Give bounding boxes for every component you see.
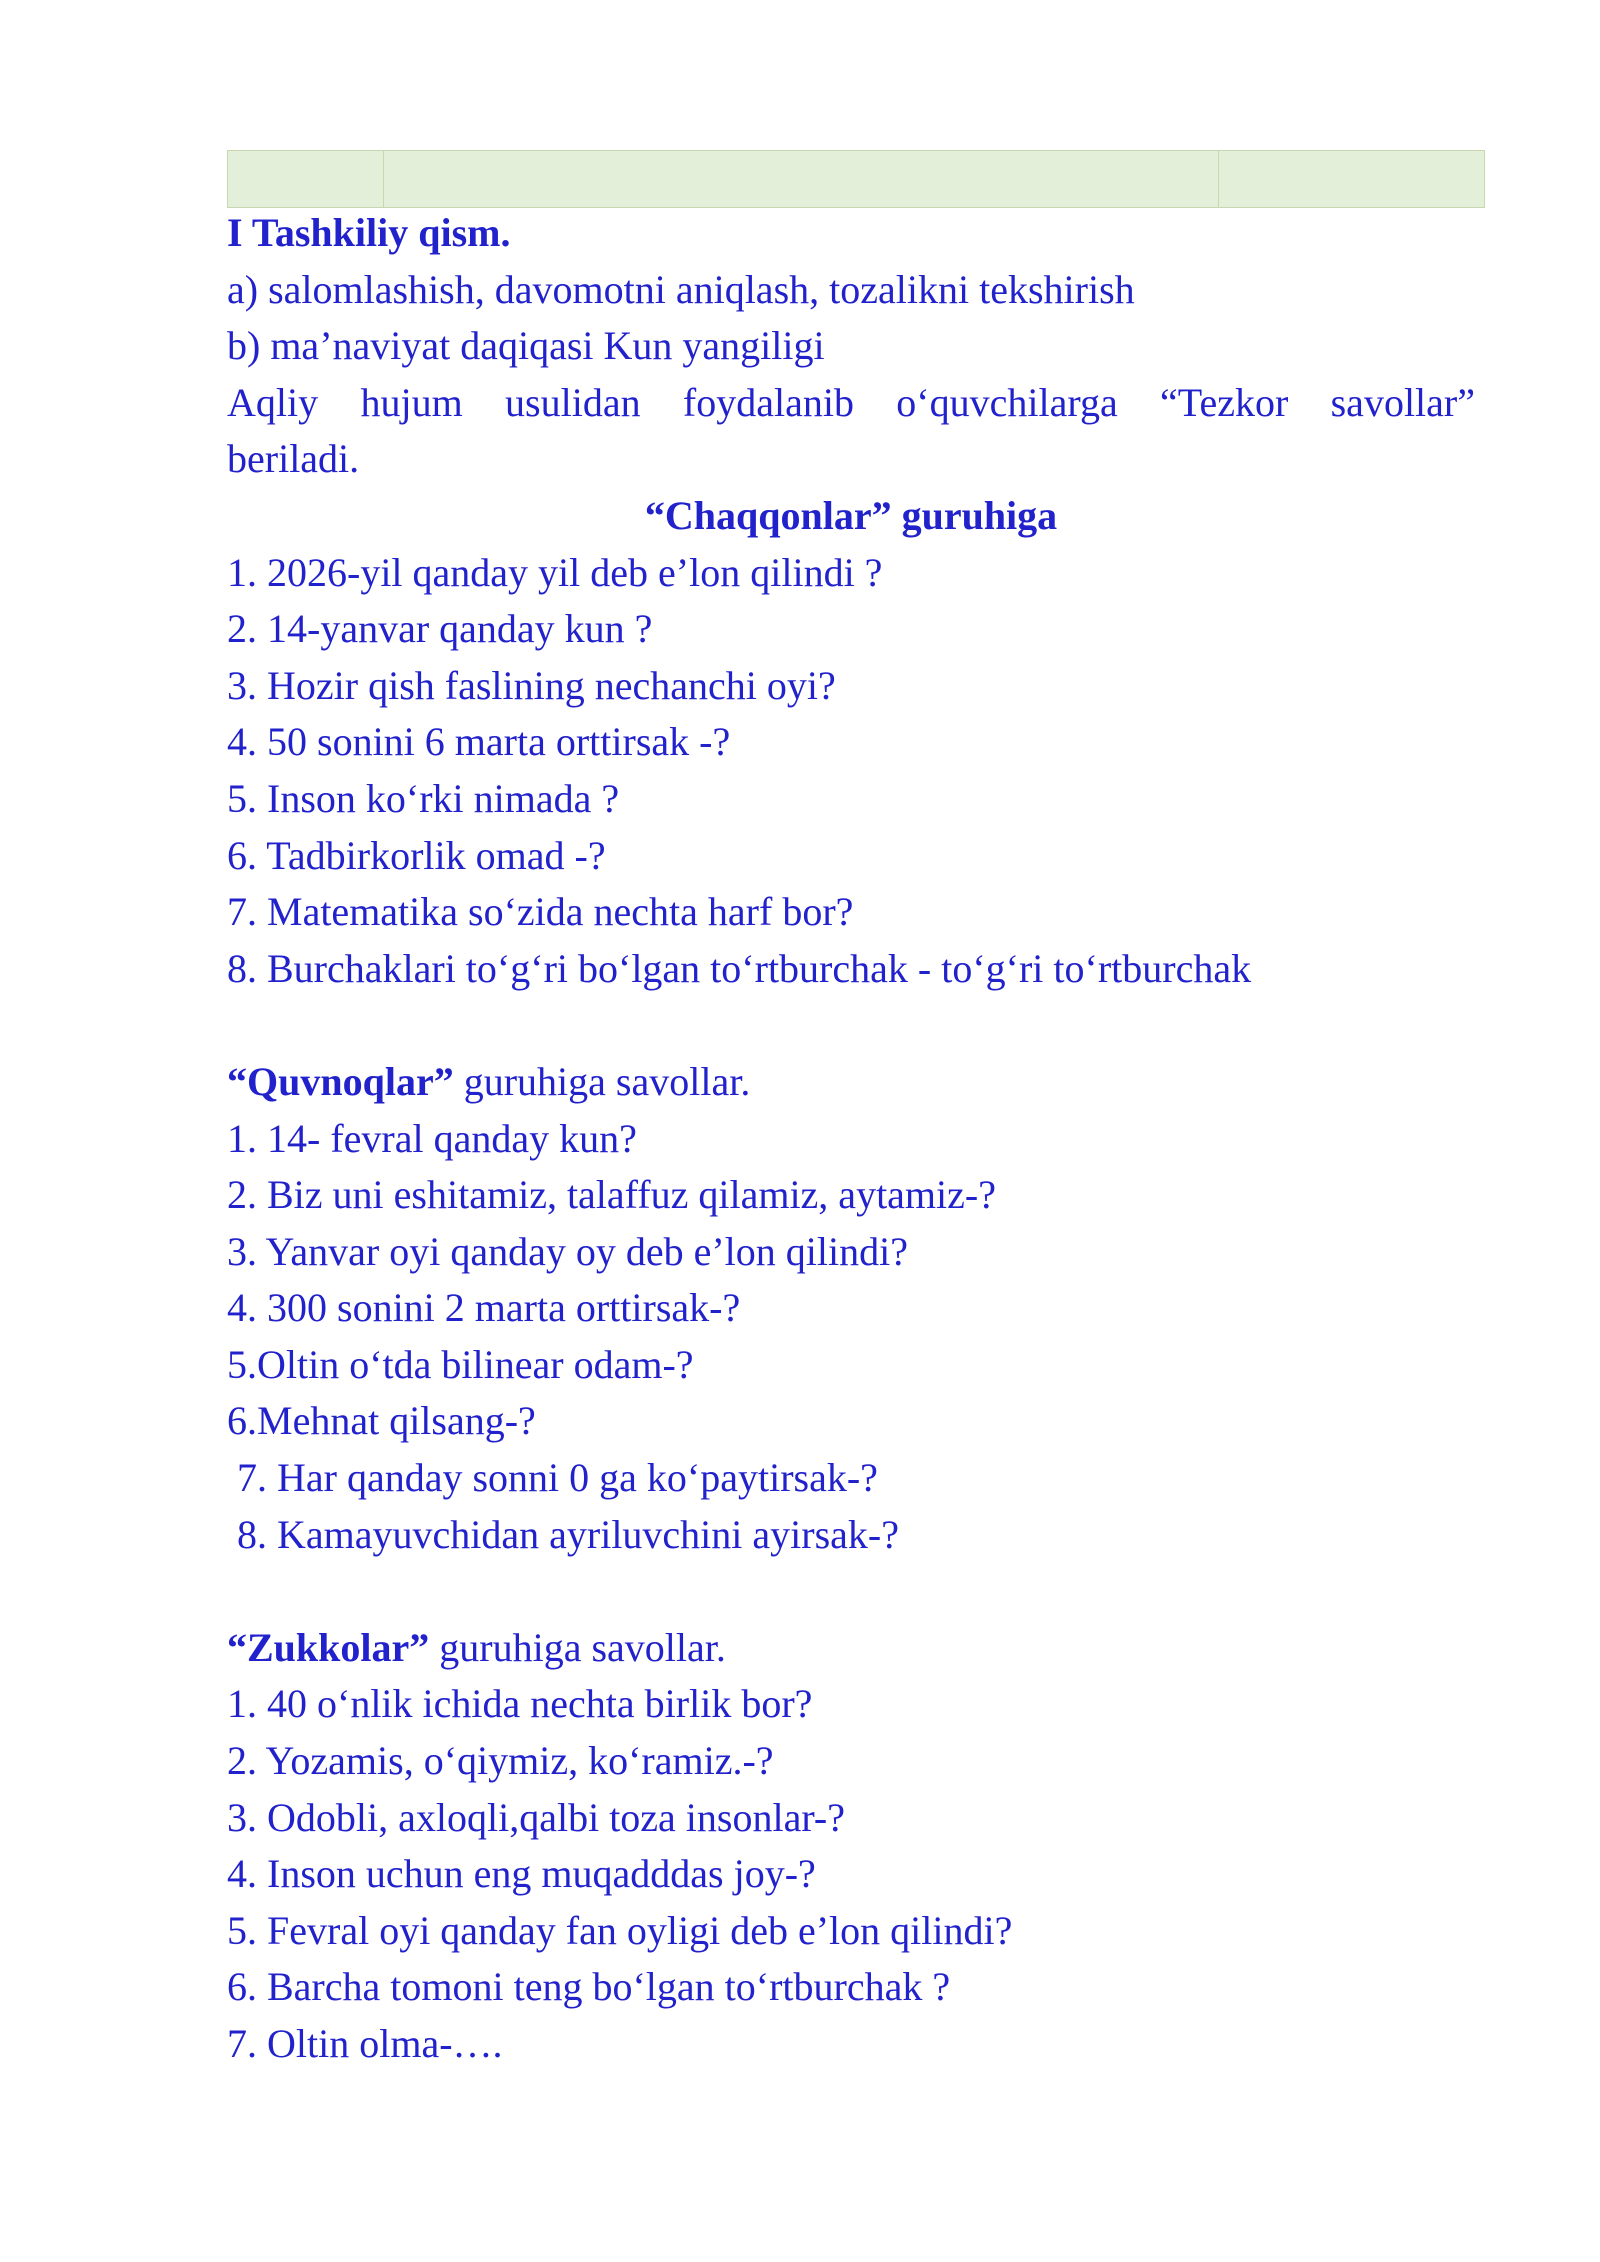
zukkolar-question: 1. 40 o‘nlik ichida nechta birlik bor? (227, 1681, 813, 1727)
blank-line (227, 1563, 1475, 1620)
section-title: I Tashkiliy qism. (227, 210, 511, 255)
quvnoqlar-question: 8. Kamayuvchidan ayriluvchini ayirsak-? (237, 1511, 899, 1557)
tashkiliy-item-b: b) ma’naviyat daqiqasi Kun yangiligi (227, 323, 825, 369)
quvnoqlar-question: 5.Oltin o‘tda bilinear odam-? (227, 1341, 694, 1387)
chaqqonlar-question: 4. 50 sonini 6 marta orttirsak -? (227, 719, 731, 765)
zukkolar-question: 7. Oltin olma-…. (227, 2021, 503, 2066)
quvnoqlar-question: 3. Yanvar oyi qanday oy deb e’lon qilindi? (227, 1228, 908, 1274)
header-cell-1 (228, 151, 384, 207)
tashkiliy-item-a: a) salomlashish, davomotni aniqlash, tozalikni tekshirish (227, 266, 1135, 312)
zukkolar-question: 4. Inson uchun eng muqadddas joy-? (227, 1851, 816, 1897)
chaqqonlar-question: 1. 2026-yil qanday yil deb e’lon qilindi ? (227, 549, 883, 595)
zukkolar-question: 5. Fevral oyi qanday fan oyligi deb e’lon qilindi? (227, 1907, 1013, 1953)
document-body (227, 205, 1475, 2073)
chaqqonlar-question: 7. Matematika so‘zida nechta harf bor? (227, 889, 854, 935)
chaqqonlar-heading: “Chaqqonlar” guruhiga (644, 492, 1058, 538)
quvnoqlar-question: 6.Mehnat qilsang-? (227, 1398, 536, 1444)
quvnoqlar-question: 2. Biz uni eshitamiz, talaffuz qilamiz, aytamiz-? (227, 1172, 996, 1218)
blank-line (227, 997, 1475, 1054)
intro-line-2: beriladi. (227, 436, 360, 482)
chaqqonlar-question: 8. Burchaklari to‘g‘ri bo‘lgan to‘rtburchak - to‘g‘ri to‘rtburchak (227, 945, 1252, 991)
quvnoqlar-question: 1. 14- fevral qanday kun? (227, 1115, 637, 1161)
header-table (227, 150, 1485, 208)
chaqqonlar-question: 5. Inson ko‘rki nimada ? (227, 775, 620, 821)
quvnoqlar-heading (227, 1054, 1475, 1111)
zukkolar-question: 6. Barcha tomoni teng bo‘lgan to‘rtburchak ? (227, 1964, 951, 2010)
zukkolar-heading (227, 1620, 1475, 1677)
chaqqonlar-question: 2. 14-yanvar qanday kun ? (227, 606, 653, 652)
intro-line-1: Aqliy hujum usulidan foydalanib o‘quvchilarga “Tezkor savollar” (227, 379, 1475, 425)
quvnoqlar-question: 7. Har qanday sonni 0 ga ko‘paytirsak-? (237, 1455, 878, 1501)
zukkolar-question: 2. Yozamis, o‘qiymiz, ko‘ramiz.-? (227, 1738, 774, 1784)
quvnoqlar-heading-suffix: guruhiga savollar. (453, 1058, 751, 1104)
quvnoqlar-question: 4. 300 sonini 2 marta orttirsak-? (227, 1285, 741, 1331)
zukkolar-group-name: “Zukkolar” (227, 1624, 430, 1670)
chaqqonlar-question: 3. Hozir qish faslining nechanchi oyi? (227, 662, 836, 708)
zukkolar-question: 3. Odobli, axloqli,qalbi toza insonlar-? (227, 1794, 845, 1840)
quvnoqlar-group-name: “Quvnoqlar” (227, 1058, 454, 1104)
header-cell-2 (384, 151, 1219, 207)
header-cell-3 (1219, 151, 1484, 207)
chaqqonlar-question: 6. Tadbirkorlik omad -? (227, 832, 606, 878)
zukkolar-heading-suffix: guruhiga savollar. (429, 1624, 726, 1670)
